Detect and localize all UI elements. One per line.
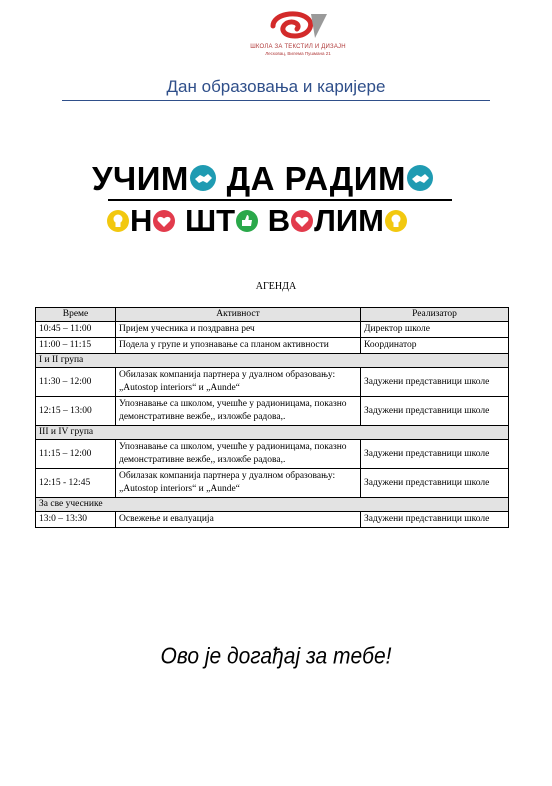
- heart-icon: [152, 206, 176, 240]
- school-address: Лесковац, Вилема Пушмана 21: [265, 51, 331, 56]
- slogan-divider: [108, 199, 452, 201]
- row-activity: Упознавање са школом, учешће у радионицама, показно демонстративне вежбе,, изложбе радова,.: [116, 397, 361, 426]
- slogan-word-lim: ЛИМ: [314, 203, 384, 238]
- row-lead: Директор школе: [361, 322, 509, 338]
- page-title: Дан образовања и каријере: [166, 77, 386, 96]
- slogan-word-sht: ШТ: [176, 203, 236, 238]
- row-time: 11:15 – 12:00: [36, 440, 116, 469]
- lightbulb-icon: [384, 206, 408, 240]
- group-label: I и II група: [36, 354, 509, 368]
- school-logo: [238, 8, 358, 70]
- header-activity: Активност: [116, 308, 361, 322]
- row-lead: Координатор: [361, 338, 509, 354]
- slogan-line-2: [106, 204, 456, 238]
- header-time: Време: [36, 308, 116, 322]
- thumbs-up-icon: [235, 206, 259, 240]
- row-time: 10:45 – 11:00: [36, 322, 116, 338]
- slogan-letter-v: В: [259, 203, 291, 238]
- row-activity: Обилазак компанија партнера у дуалном образовању: „Autostop interiors“ и „Aunde“: [116, 469, 361, 498]
- group-label: За све учеснике: [36, 498, 509, 512]
- group-row: [36, 354, 509, 368]
- header-divider: [62, 100, 490, 101]
- handshake-icon: [406, 161, 434, 201]
- closing-tagline: Ово је догађај за тебе!: [160, 643, 392, 670]
- school-name: ШКОЛА ЗА ТЕКСТИЛ И ДИЗАЈН: [250, 44, 346, 50]
- row-time: 12:15 – 13:00: [36, 397, 116, 426]
- table-row: [36, 397, 509, 426]
- row-activity: Пријем учесника и поздравна реч: [116, 322, 361, 338]
- row-lead: Задужени представници школе: [361, 512, 509, 528]
- slogan-words-da-radim: ДА РАДИМ: [216, 160, 406, 197]
- group-label: III и IV група: [36, 426, 509, 440]
- header-lead: Реализатор: [361, 308, 509, 322]
- table-row: [36, 440, 509, 469]
- row-activity: Обилазак компанија партнера у дуалном образовању: „Autostop interiors“ и „Aunde“: [116, 368, 361, 397]
- table-row: [36, 368, 509, 397]
- table-row: [36, 469, 509, 498]
- agenda-title: АГЕНДА: [255, 281, 297, 292]
- group-row: [36, 426, 509, 440]
- row-activity: Подела у групе и упознавање са планом активности: [116, 338, 361, 354]
- row-time: 12:15 - 12:45: [36, 469, 116, 498]
- row-lead: Задужени представници школе: [361, 368, 509, 397]
- table-row: [36, 338, 509, 354]
- group-row: [36, 498, 509, 512]
- row-lead: Задужени представници школе: [361, 469, 509, 498]
- heart-icon: [290, 206, 314, 240]
- slogan-letter-n: Н: [130, 203, 153, 238]
- handshake-icon: [189, 161, 217, 201]
- row-time: 13:0 – 13:30: [36, 512, 116, 528]
- row-lead: Задужени представници школе: [361, 397, 509, 426]
- table-row: [36, 512, 509, 528]
- table-row: [36, 322, 509, 338]
- row-activity: Упознавање са школом, учешће у радионицама, показно демонстративне вежбе,, изложбе радова,.: [116, 440, 361, 469]
- agenda-header-row: [36, 308, 509, 322]
- lightbulb-icon: [106, 206, 130, 240]
- row-time: 11:00 – 11:15: [36, 338, 116, 354]
- slogan-line-1: [92, 159, 462, 199]
- agenda-table: [35, 307, 509, 528]
- school-logo-icon: [265, 8, 331, 44]
- slogan-word-uchim: УЧИМ: [92, 160, 189, 197]
- row-lead: Задужени представници школе: [361, 440, 509, 469]
- row-activity: Освежење и евалуација: [116, 512, 361, 528]
- row-time: 11:30 – 12:00: [36, 368, 116, 397]
